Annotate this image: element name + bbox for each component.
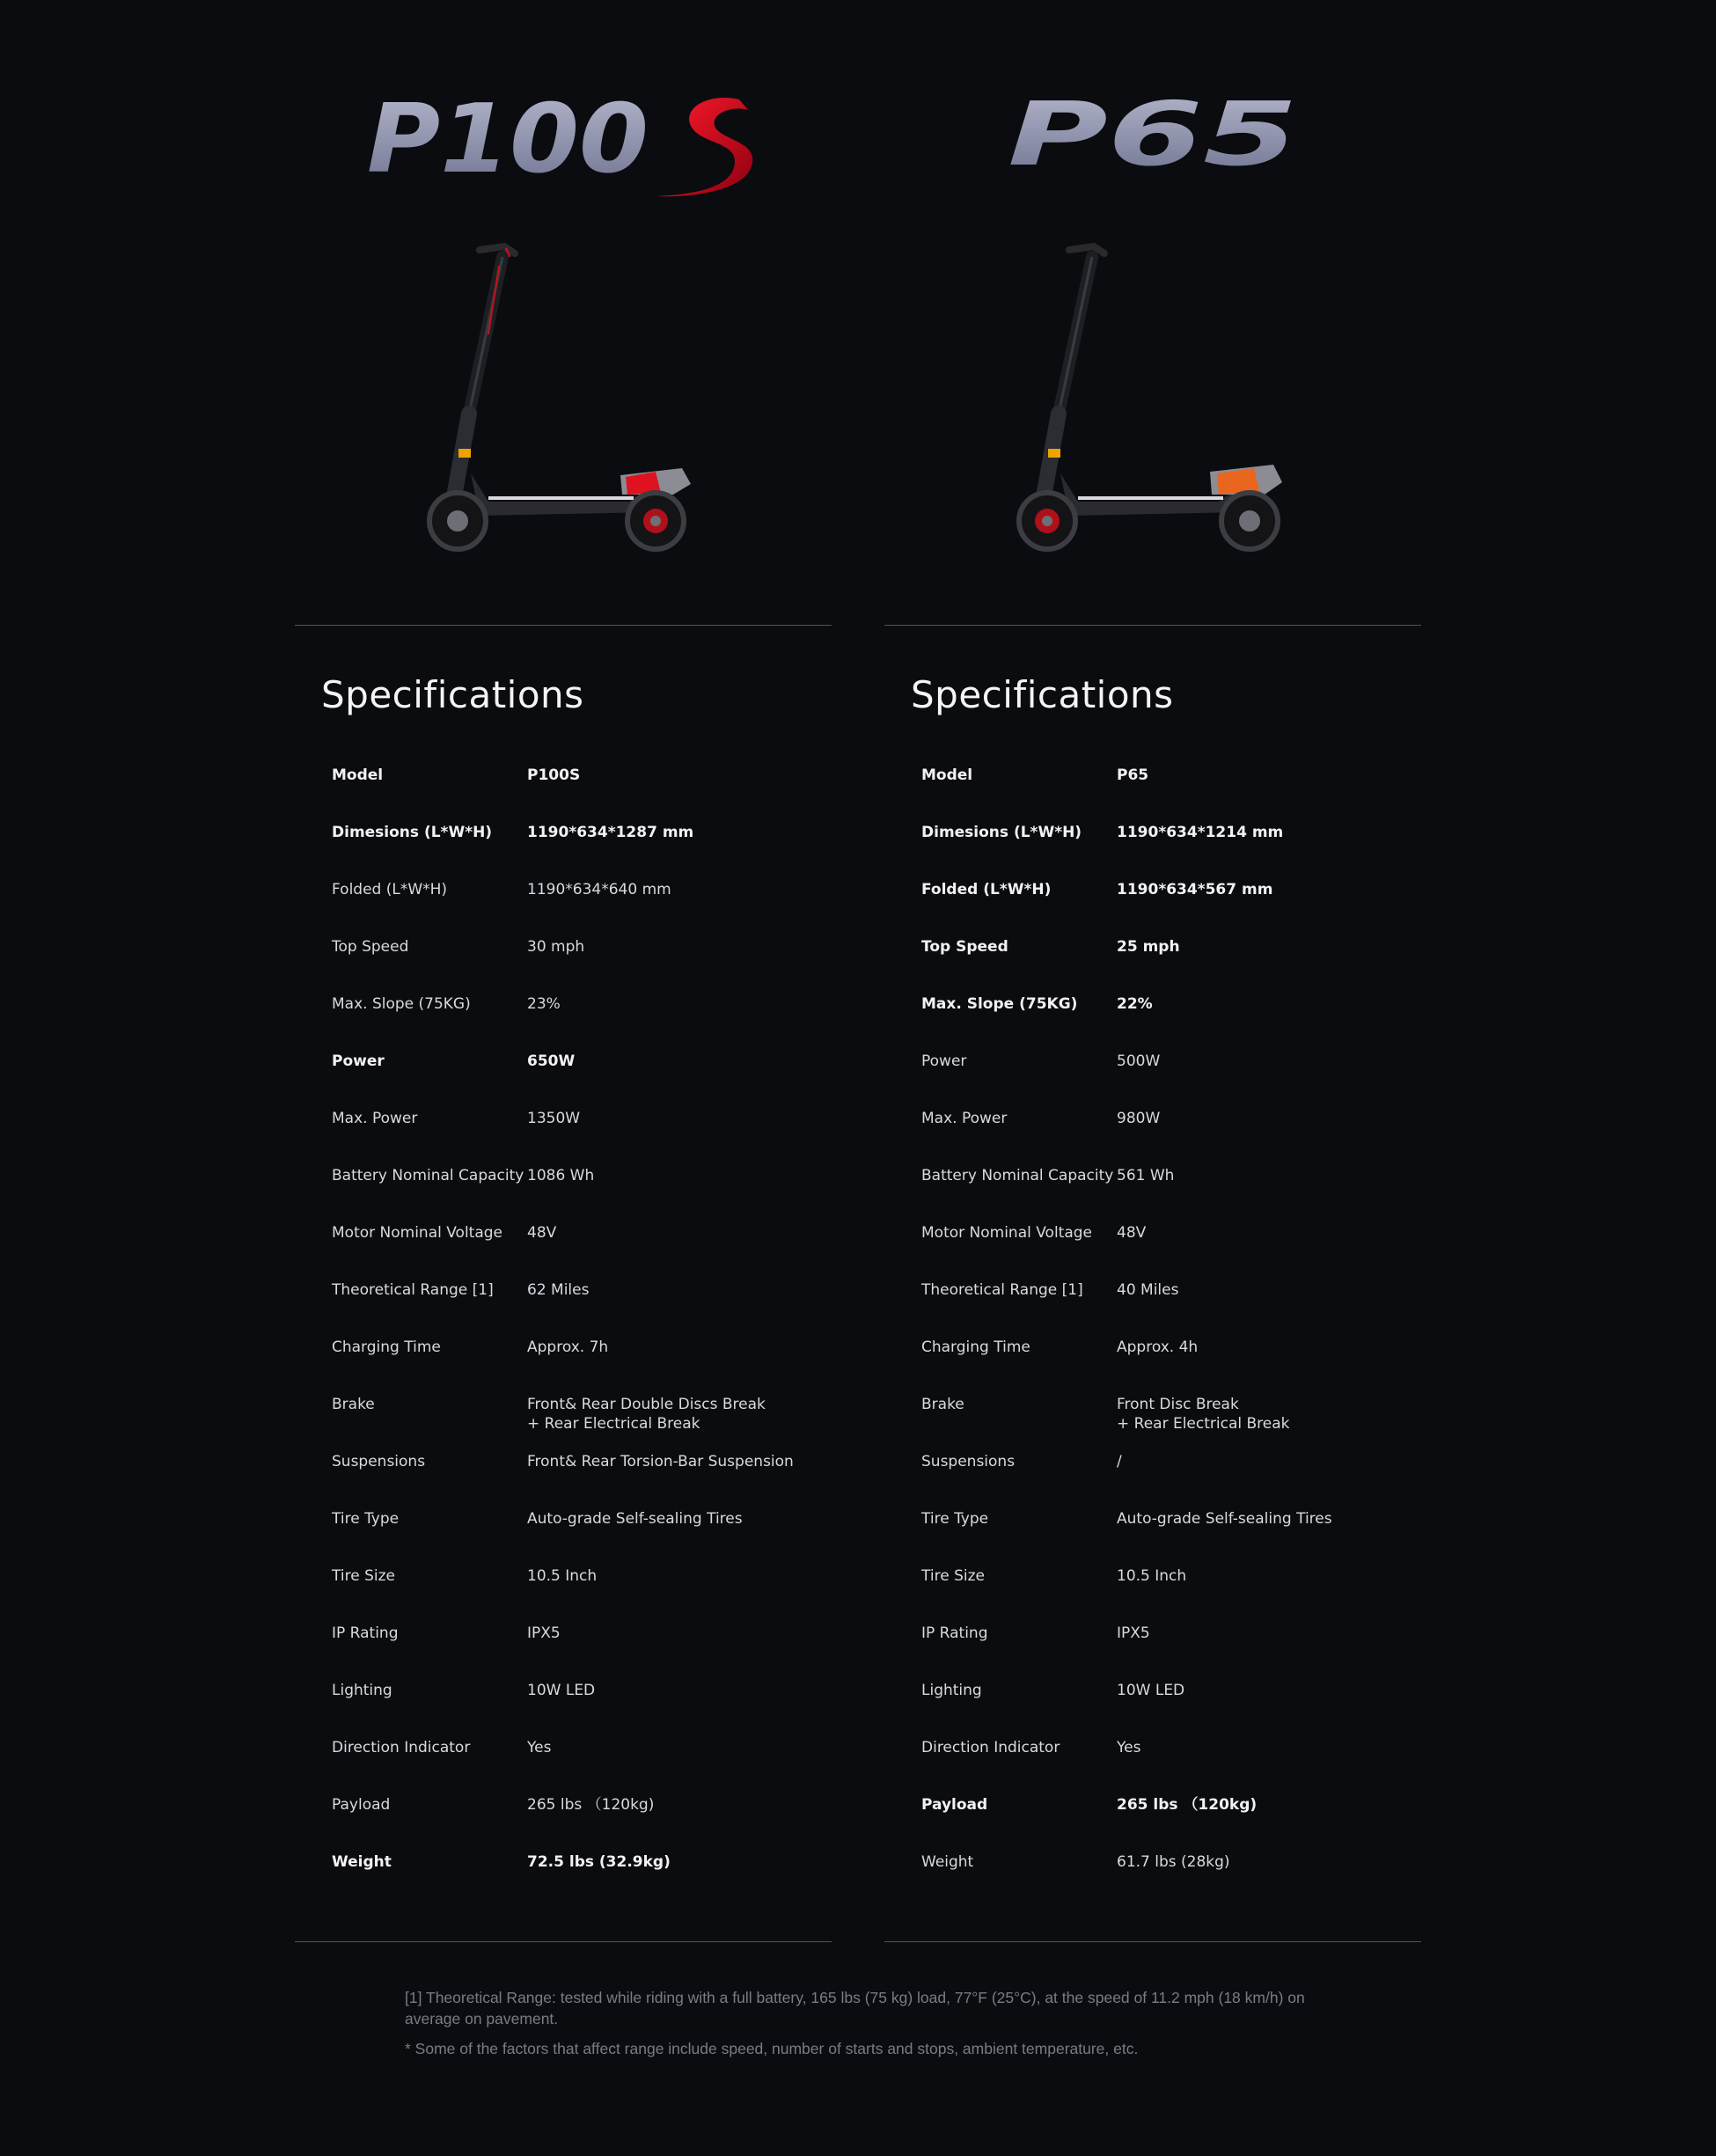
spec-label: Battery Nominal Capacity: [332, 1167, 524, 1184]
spec-label: Suspensions: [332, 1453, 426, 1470]
spec-row: [921, 1452, 1414, 1509]
p100s-logo: [295, 84, 832, 216]
spec-value: P65: [1117, 766, 1149, 784]
spec-value: IPX5: [527, 1624, 561, 1642]
p100s-scooter-image: [418, 238, 708, 554]
spec-label: Model: [332, 766, 384, 784]
spec-value: Approx. 7h: [527, 1338, 609, 1356]
spec-value: Approx. 4h: [1117, 1338, 1199, 1356]
spec-label: Dimesions (L*W*H): [921, 824, 1082, 841]
spec-row: [921, 823, 1414, 880]
spec-table-p65: [921, 766, 1414, 1910]
spec-value: 22%: [1117, 995, 1153, 1013]
spec-label: Payload: [921, 1796, 988, 1814]
spec-value: 61.7 lbs (28kg): [1117, 1853, 1230, 1871]
spec-label: Tire Size: [332, 1567, 395, 1585]
spec-label: Max. Power: [332, 1110, 418, 1127]
footnotes: [405, 1987, 1311, 2068]
spec-value: 1350W: [527, 1110, 581, 1127]
spec-label: Lighting: [921, 1682, 982, 1699]
spec-row: [332, 1395, 825, 1452]
p65-scooter-image: [1008, 238, 1298, 554]
spec-row: [921, 1223, 1414, 1280]
spec-row: [921, 1795, 1414, 1852]
spec-row: [921, 994, 1414, 1052]
spec-value: 30 mph: [527, 938, 585, 956]
spec-label: Tire Size: [921, 1567, 985, 1585]
spec-value: 48V: [1117, 1224, 1147, 1242]
spec-value: 40 Miles: [1117, 1281, 1179, 1299]
spec-label: Top Speed: [332, 938, 409, 956]
spec-row: [921, 1109, 1414, 1166]
spec-row: [332, 1852, 825, 1910]
spec-label: Dimesions (L*W*H): [332, 824, 493, 841]
spec-value: 10W LED: [1117, 1682, 1185, 1699]
spec-row: [921, 1852, 1414, 1910]
spec-label: Payload: [332, 1796, 391, 1814]
spec-label: Theoretical Range [1]: [332, 1281, 494, 1299]
footnote-factors: * Some of the factors that affect range include speed, number of starts and stops, ambient temperature, etc.: [405, 2040, 1139, 2057]
spec-row: [921, 1338, 1414, 1395]
spec-row: [332, 1166, 825, 1223]
spec-value: 1190*634*1214 mm: [1117, 824, 1284, 841]
spec-value: 10.5 Inch: [527, 1567, 598, 1585]
spec-row: [332, 994, 825, 1052]
spec-label: IP Rating: [921, 1624, 988, 1642]
spec-label: Folded (L*W*H): [921, 881, 1052, 898]
spec-label: Tire Type: [332, 1510, 400, 1528]
spec-value: Auto-grade Self-sealing Tires: [527, 1510, 743, 1528]
spec-row: [332, 1452, 825, 1509]
spec-value: Yes: [1117, 1739, 1141, 1756]
spec-row: [332, 1280, 825, 1338]
spec-row: [921, 1166, 1414, 1223]
spec-value: 25 mph: [1117, 938, 1180, 956]
spec-value: 1190*634*640 mm: [527, 881, 671, 898]
spec-value: 23%: [527, 995, 561, 1013]
spec-label: Weight: [921, 1853, 974, 1871]
p100s-logo-red-s: [656, 98, 752, 196]
spec-row: [332, 1566, 825, 1624]
spec-table-p100s: [332, 766, 825, 1910]
spec-value: 980W: [1117, 1110, 1161, 1127]
spec-label: Theoretical Range [1]: [921, 1281, 1083, 1299]
spec-value: Front& Rear Double Discs Break + Rear Electrical Break: [527, 1396, 766, 1433]
spec-label: Motor Nominal Voltage: [332, 1224, 503, 1242]
spec-value: 1190*634*567 mm: [1117, 881, 1273, 898]
spec-row: [332, 1738, 825, 1795]
spec-row: [332, 1681, 825, 1738]
spec-row: [332, 880, 825, 937]
spec-row: [332, 1509, 825, 1566]
spec-label: Suspensions: [921, 1453, 1016, 1470]
p65-logo: [884, 84, 1421, 216]
spec-value: 10.5 Inch: [1117, 1567, 1187, 1585]
spec-row: [921, 766, 1414, 823]
spec-label: Power: [921, 1052, 967, 1070]
spec-label: Direction Indicator: [332, 1739, 471, 1756]
spec-title: Specifications: [911, 673, 1174, 716]
spec-value: Front& Rear Torsion-Bar Suspension: [527, 1453, 794, 1470]
spec-label: IP Rating: [332, 1624, 399, 1642]
spec-row: [921, 1052, 1414, 1109]
spec-title: Specifications: [321, 673, 584, 716]
spec-label: Charging Time: [332, 1338, 441, 1356]
spec-label: Battery Nominal Capacity: [921, 1167, 1114, 1184]
spec-label: Power: [332, 1052, 385, 1070]
spec-label: Weight: [332, 1853, 392, 1871]
spec-label: Direction Indicator: [921, 1739, 1060, 1756]
p65-logo-wordmark: P65: [1008, 84, 1298, 186]
spec-value: 62 Miles: [527, 1281, 590, 1299]
spec-label: Model: [921, 766, 973, 784]
spec-row: [332, 1624, 825, 1681]
spec-value: 265 lbs （120kg): [527, 1796, 655, 1814]
spec-row: [921, 1681, 1414, 1738]
spec-value: 10W LED: [527, 1682, 596, 1699]
spec-row: [332, 1052, 825, 1109]
spec-row: [921, 1395, 1414, 1452]
spec-label: Max. Power: [921, 1110, 1008, 1127]
spec-row: [332, 766, 825, 823]
spec-value: IPX5: [1117, 1624, 1150, 1642]
spec-row: [921, 1280, 1414, 1338]
spec-value: 48V: [527, 1224, 557, 1242]
spec-label: Top Speed: [921, 938, 1008, 956]
top-divider: [295, 625, 832, 626]
spec-row: [921, 1738, 1414, 1795]
spec-row: [332, 1223, 825, 1280]
spec-label: Motor Nominal Voltage: [921, 1224, 1093, 1242]
spec-label: Brake: [921, 1396, 964, 1413]
spec-value: Yes: [527, 1739, 552, 1756]
spec-label: Tire Type: [921, 1510, 989, 1528]
spec-row: [921, 1566, 1414, 1624]
spec-value: /: [1117, 1453, 1122, 1470]
spec-value: 650W: [527, 1052, 576, 1070]
top-divider: [884, 625, 1421, 626]
spec-label: Lighting: [332, 1682, 392, 1699]
spec-label: Brake: [332, 1396, 375, 1413]
spec-value: 72.5 lbs (32.9kg): [527, 1853, 671, 1871]
spec-row: [332, 937, 825, 994]
spec-label: Max. Slope (75KG): [921, 995, 1078, 1013]
spec-label: Charging Time: [921, 1338, 1030, 1356]
spec-value: 1086 Wh: [527, 1167, 595, 1184]
spec-row: [921, 1509, 1414, 1566]
spec-row: [921, 937, 1414, 994]
spec-row: [332, 1109, 825, 1166]
spec-value: 265 lbs （120kg): [1117, 1796, 1258, 1814]
spec-value: Front Disc Break + Rear Electrical Break: [1117, 1396, 1290, 1433]
spec-value: Auto-grade Self-sealing Tires: [1117, 1510, 1332, 1528]
spec-value: 500W: [1117, 1052, 1161, 1070]
spec-value: P100S: [527, 766, 581, 784]
spec-row: [921, 880, 1414, 937]
spec-value: 1190*634*1287 mm: [527, 824, 694, 841]
spec-value: 561 Wh: [1117, 1167, 1175, 1184]
spec-row: [332, 823, 825, 880]
p100s-logo-wordmark: P100: [367, 84, 649, 194]
footnote-range: [1] Theoretical Range: tested while riding with a full battery, 165 lbs (75 kg) load, 77°F (25°C), at the speed of 11.2 mph (18 km/h) on average on pavement.: [405, 1989, 1305, 2028]
bottom-divider: [884, 1941, 1421, 1942]
spec-row: [332, 1338, 825, 1395]
spec-label: Max. Slope (75KG): [332, 995, 471, 1013]
bottom-divider: [295, 1941, 832, 1942]
spec-row: [332, 1795, 825, 1852]
spec-label: Folded (L*W*H): [332, 881, 448, 898]
spec-row: [921, 1624, 1414, 1681]
